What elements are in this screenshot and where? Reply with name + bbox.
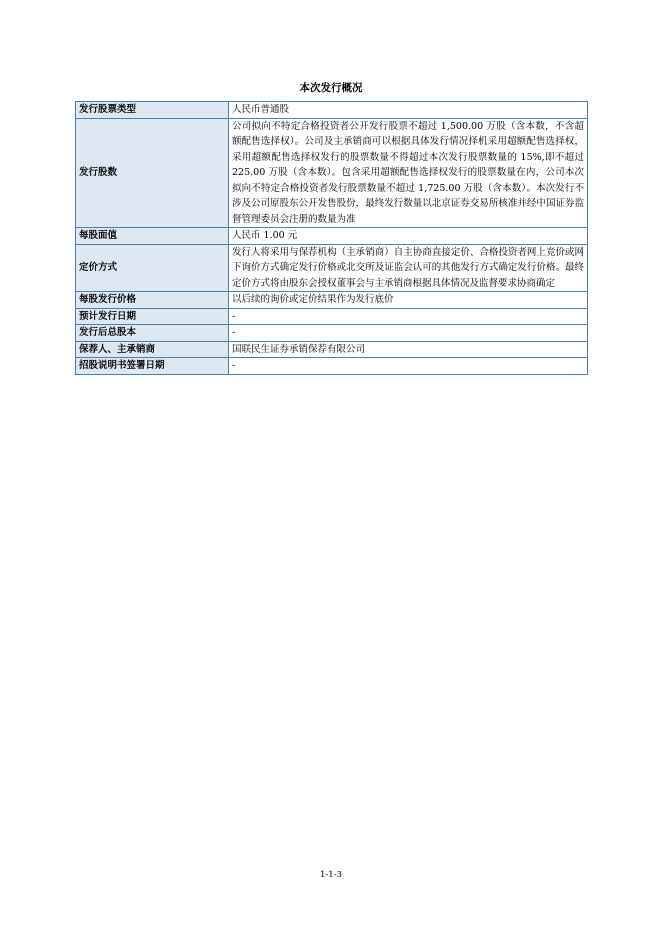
row-label: 每股面值 <box>76 228 229 245</box>
table-row-pricing-method <box>76 244 588 292</box>
table-row-issue-price <box>76 292 588 309</box>
page-title: 本次发行概况 <box>299 82 363 94</box>
row-value: - <box>229 325 588 342</box>
table-row-issue-date <box>76 308 588 325</box>
row-value: 以后续的询价或定价结果作为发行底价 <box>229 292 588 309</box>
row-label: 每股发行价格 <box>76 292 229 309</box>
page-number: 1-1-3 <box>320 870 342 880</box>
table-row-sponsor <box>76 341 588 358</box>
row-value: - <box>229 308 588 325</box>
row-value: 国联民生证券承销保荐有限公司 <box>229 341 588 358</box>
row-value: 人民币 1.00 元 <box>229 228 588 245</box>
table-row-total-shares <box>76 325 588 342</box>
row-label: 定价方式 <box>76 244 229 292</box>
table-row-share-count <box>76 118 588 228</box>
row-label: 招股说明书签署日期 <box>76 358 229 375</box>
row-label: 发行股数 <box>76 118 229 228</box>
row-value: 发行人将采用与保荐机构（主承销商）自主协商直接定价、合格投资者网上竞价或网下询价方式确定发行价格或北交所及证监会认可的其他发行方式确定发行价格。最终定价方式将由股东会授权董事会与主承销商根据具体情况及监督要求协商确定 <box>229 244 588 292</box>
table-row-signing-date <box>76 358 588 375</box>
row-value: 公司拟向不特定合格投资者公开发行股票不超过 1,500.00 万股（含本数，不含超额配售选择权）。公司及主承销商可以根据具体发行情况择机采用超额配售选择权，采用超额配售选择权发行的股票数量不得超过本次发行股票数量的 15%,即不超过 225.00 万股（含本数）。包含采用超额配售选择权发行的股票数量在内，公司本次拟向不特定合格投资者发行股票数量不超过 1,725.00 万股（含本数）。本次发行不涉及公司原股东公开发售股份，最终发行数量以北京证券交易所核准并经中国证券监督管理委员会注册的数量为准 <box>229 118 588 228</box>
row-label: 发行后总股本 <box>76 325 229 342</box>
table-row-par-value <box>76 228 588 245</box>
row-label: 预计发行日期 <box>76 308 229 325</box>
offering-overview-table <box>75 101 588 375</box>
row-label: 保荐人、主承销商 <box>76 341 229 358</box>
row-label: 发行股票类型 <box>76 102 229 119</box>
row-value: 人民币普通股 <box>229 102 588 119</box>
table-row-share-type <box>76 102 588 119</box>
row-value: - <box>229 358 588 375</box>
